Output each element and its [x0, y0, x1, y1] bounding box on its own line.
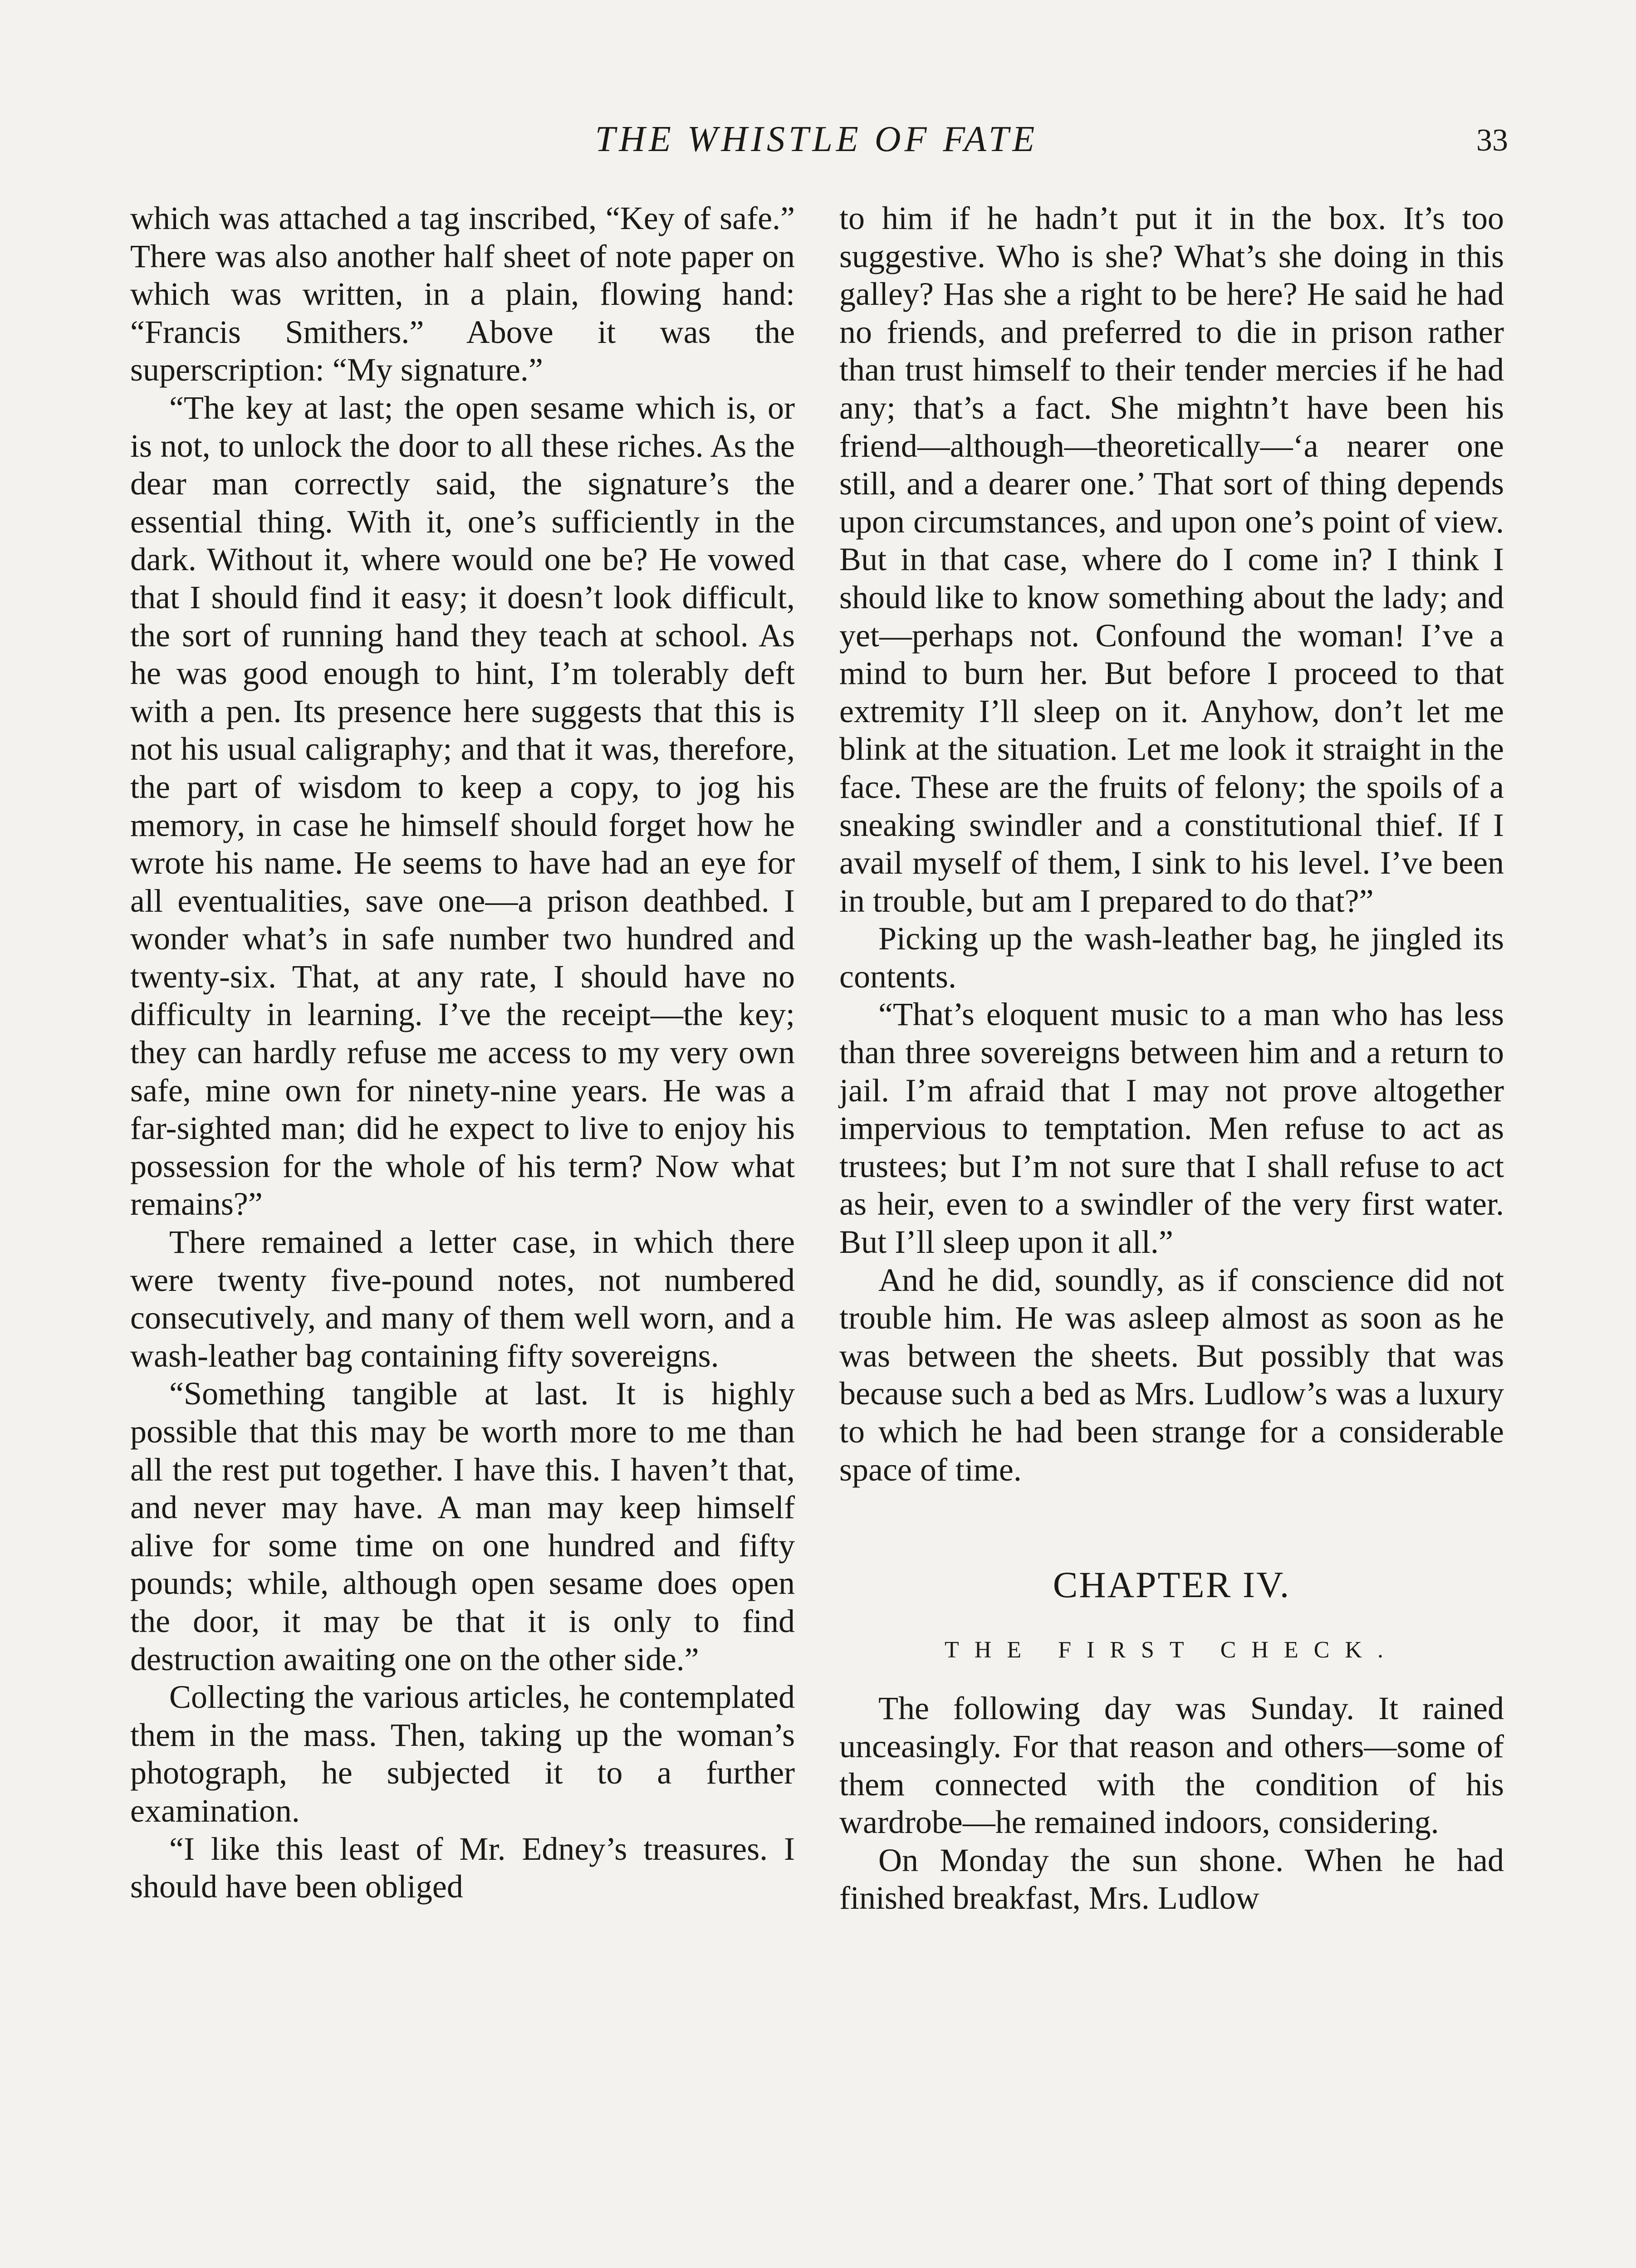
left-column — [130, 200, 795, 1906]
paragraph: On Monday the sun shone. When he had finished breakfast, Mrs. Ludlow — [839, 1842, 1504, 1916]
paragraph: Picking up the wash-leather bag, he jingled its contents. — [839, 920, 1504, 995]
paragraph: “Something tangible at last. It is highly possible that this may be worth more to me than all the rest put together. I have this. I haven’t that, and never may have. A man may keep himself alive for some time on one hundred and fifty pounds; while, although open sesame does open the door, it may be that it is only to find destruction awaiting one on the other side.” — [130, 1375, 795, 1677]
chapter-subtitle: THE FIRST CHECK. — [945, 1637, 1399, 1663]
page-number: 33 — [1476, 123, 1508, 158]
running-head: THE WHISTLE OF FATE — [595, 119, 1038, 159]
paragraph: to him if he hadn’t put it in the box. It’s too suggestive. Who is she? What’s she doing in this galley? Has she a right to be here? He said he had no friends, and preferred to die in prison rather than trust himself to their tender mercies if he had any; that’s a fact. She mightn’t have been his friend—although—theoretically—‘a nearer one still, and a dearer one.’ That sort of thing depends upon circumstances, and upon one’s point of view. But in that case, where do I come in? I think I should like to know something about the lady; and yet—perhaps not. Confound the woman! I’ve a mind to burn her. But before I proceed to that extremity I’ll sleep on it. Anyhow, don’t let me blink at the situation. Let me look it straight in the face. These are the fruits of felony; the spoils of a sneaking swindler and a constitutional thief. If I avail myself of them, I sink to his level. I’ve been in trouble, but am I prepared to do that?” — [839, 200, 1504, 919]
paragraph: Collecting the various articles, he contemplated them in the mass. Then, taking up the woman’s photograph, he subjected it to a further examination. — [130, 1679, 795, 1829]
paragraph: There remained a letter case, in which there were twenty five-pound notes, not numbered consecutively, and many of them well worn, and a wash-leather bag containing fifty sovereigns. — [130, 1224, 795, 1374]
paragraph: The following day was Sunday. It rained unceasingly. For that reason and others—some of them connected with the condition of his wardrobe—he remained indoors, considering. — [839, 1690, 1504, 1841]
chapter-title: CHAPTER IV. — [1053, 1564, 1291, 1606]
page-header — [0, 119, 1636, 169]
paragraph: “The key at last; the open sesame which is, or is not, to unlock the door to all these riches. As the dear man correctly said, the signature’s the essential thing. With it, one’s sufficiently in the dark. Without it, where would one be? He vowed that I should find it easy; it doesn’t look difficult, the sort of running hand they teach at school. As he was good enough to hint, I’m tolerably deft with a pen. Its presence here suggests that this is not his usual caligraphy; and that it was, therefore, the part of wisdom to keep a copy, to jog his memory, in case he himself should forget how he wrote his name. He seems to have had an eye for all eventualities, save one—a prison deathbed. I wonder what’s in safe number two hundred and twenty-six. That, at any rate, I should have no difficulty in learning. I’ve the receipt—the key; they can hardly refuse me access to my very own safe, mine own for ninety-nine years. He was a far-sighted man; did he expect to live to enjoy his possession for the whole of his term? Now what remains?” — [130, 389, 795, 1222]
paragraph: which was attached a tag inscribed, “Key of safe.” There was also another half sheet of note paper on which was written, in a plain, flowing hand: “Francis Smithers.” Above it was the superscription: “My signature.” — [130, 200, 795, 388]
paragraph: And he did, soundly, as if conscience did not trouble him. He was asleep almost as soon as he was between the sheets. But possibly that was because such a bed as Mrs. Ludlow’s was a luxury to which he had been strange for a considerable space of time. — [839, 1261, 1504, 1488]
right-column — [839, 200, 1504, 1917]
paragraph: “That’s eloquent music to a man who has less than three sovereigns between him and a return to jail. I’m afraid that I may not prove altogether impervious to temptation. Men refuse to act as trustees; but I’m not sure that I shall refuse to act as heir, even to a swindler of the very first water. But I’ll sleep upon it all.” — [839, 996, 1504, 1261]
paragraph: “I like this least of Mr. Edney’s treasures. I should have been obliged — [130, 1830, 795, 1905]
